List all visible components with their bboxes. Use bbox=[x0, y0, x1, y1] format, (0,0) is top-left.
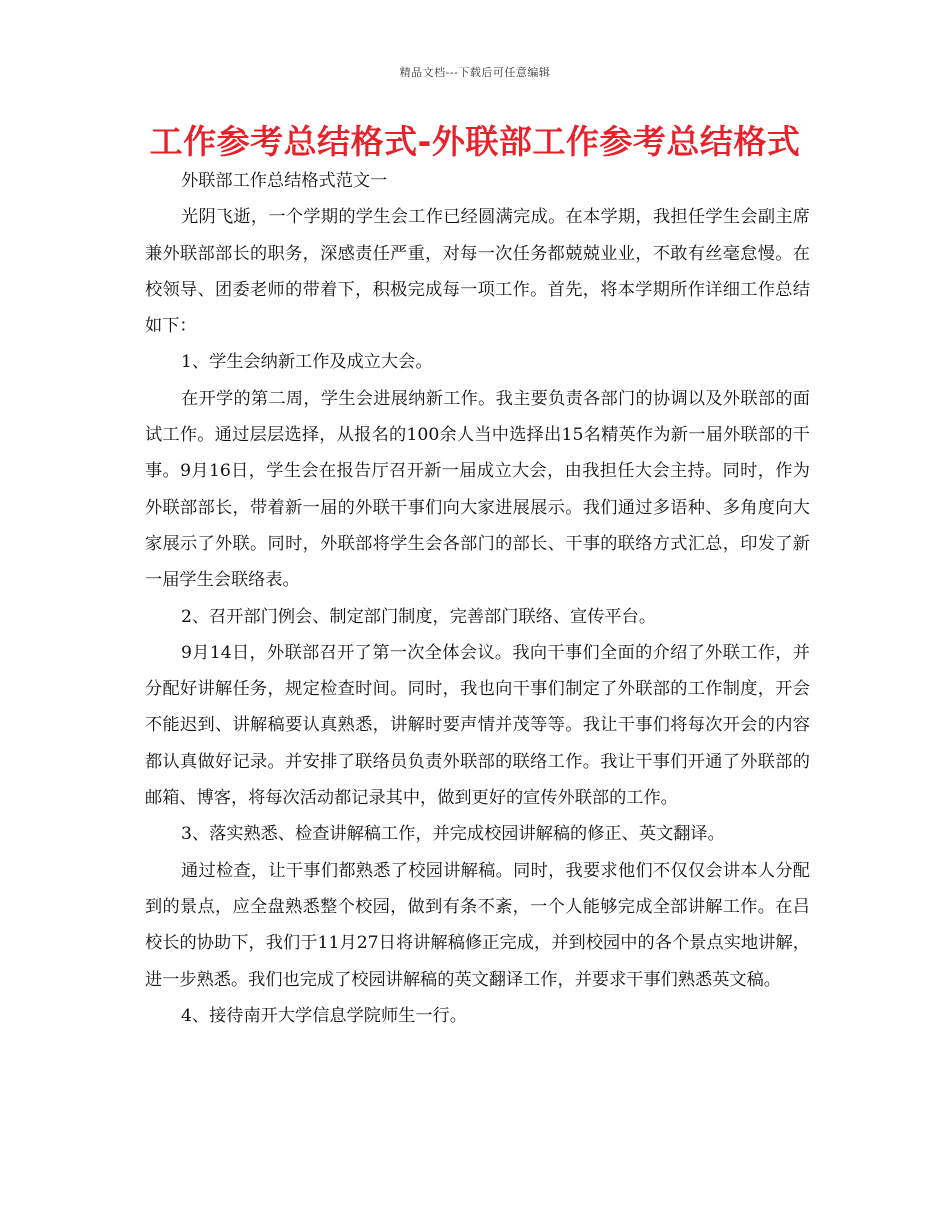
document-title: 工作参考总结格式-外联部工作参考总结格式 bbox=[149, 122, 801, 161]
section-paragraph-2: 9月14日，外联部召开了第一次全体会议。我向干事们全面的介绍了外联工作，并分配好讲解任务，规定检查时间。同时，我也向干事们制定了外联部的工作制度，开会不能迟到、讲解稿要认真熟悉，讲解时要声情并茂等等。我让干事们将每次开会的内容都认真做好记录。并安排了联络员负责外联部的联络工作。我让干事们开通了外联部的邮箱、博客，将每次活动都记录其中，做到更好的宣传外联部的工作。 bbox=[145, 642, 810, 809]
section-heading-3: 3、落实熟悉、检查讲解稿工作，并完成校园讲解稿的修正、英文翻译。 bbox=[181, 824, 725, 845]
section-paragraph-3: 通过检查，让干事们都熟悉了校园讲解稿。同时，我要求他们不仅仅会讲本人分配到的景点，应全盘熟悉整个校园，做到有条不紊，一个人能够完成全部讲解工作。在吕校长的协助下，我们于11月27日将讲解稿修正完成，并到校园中的各个景点实地讲解，进一步熟悉。我们也完成了校园讲解稿的英文翻译工作，并要求干事们熟悉英文稿。 bbox=[145, 860, 810, 990]
section-heading-2: 2、召开部门例会、制定部门制度，完善部门联络、宣传平台。 bbox=[181, 606, 657, 627]
header-note: 精品文档---下载后可任意编辑 bbox=[399, 66, 551, 79]
section-paragraph-1: 在开学的第二周，学生会进展纳新工作。我主要负责各部门的协调以及外联部的面试工作。通过层层选择，从报名的100余人当中选择出15名精英作为新一届外联部的干事。9月16日，学生会在报告厅召开新一届成立大会，由我担任大会主持。同时，作为外联部部长，带着新一届的外联干事们向大家进展展示。我们通过多语种、多角度向大家展示了外联。同时，外联部将学生会各部门的部长、干事的联络方式汇总，印发了新一届学生会联络表。 bbox=[145, 388, 810, 591]
document-body bbox=[145, 163, 810, 1034]
intro-paragraph: 光阴飞逝，一个学期的学生会工作已经圆满完成。在本学期，我担任学生会副主席兼外联部部长的职务，深感责任严重，对每一次任务都兢兢业业，不敢有丝毫怠慢。在校领导、团委老师的带着下，积极完成每一项工作。首先，将本学期所作详细工作总结如下： bbox=[145, 207, 810, 337]
subtitle-paragraph: 外联部工作总结格式范文一 bbox=[181, 171, 388, 191]
section-heading-4: 4、接待南开大学信息学院师生一行。 bbox=[181, 1005, 467, 1026]
section-heading-1: 1、学生会纳新工作及成立大会。 bbox=[181, 352, 433, 373]
